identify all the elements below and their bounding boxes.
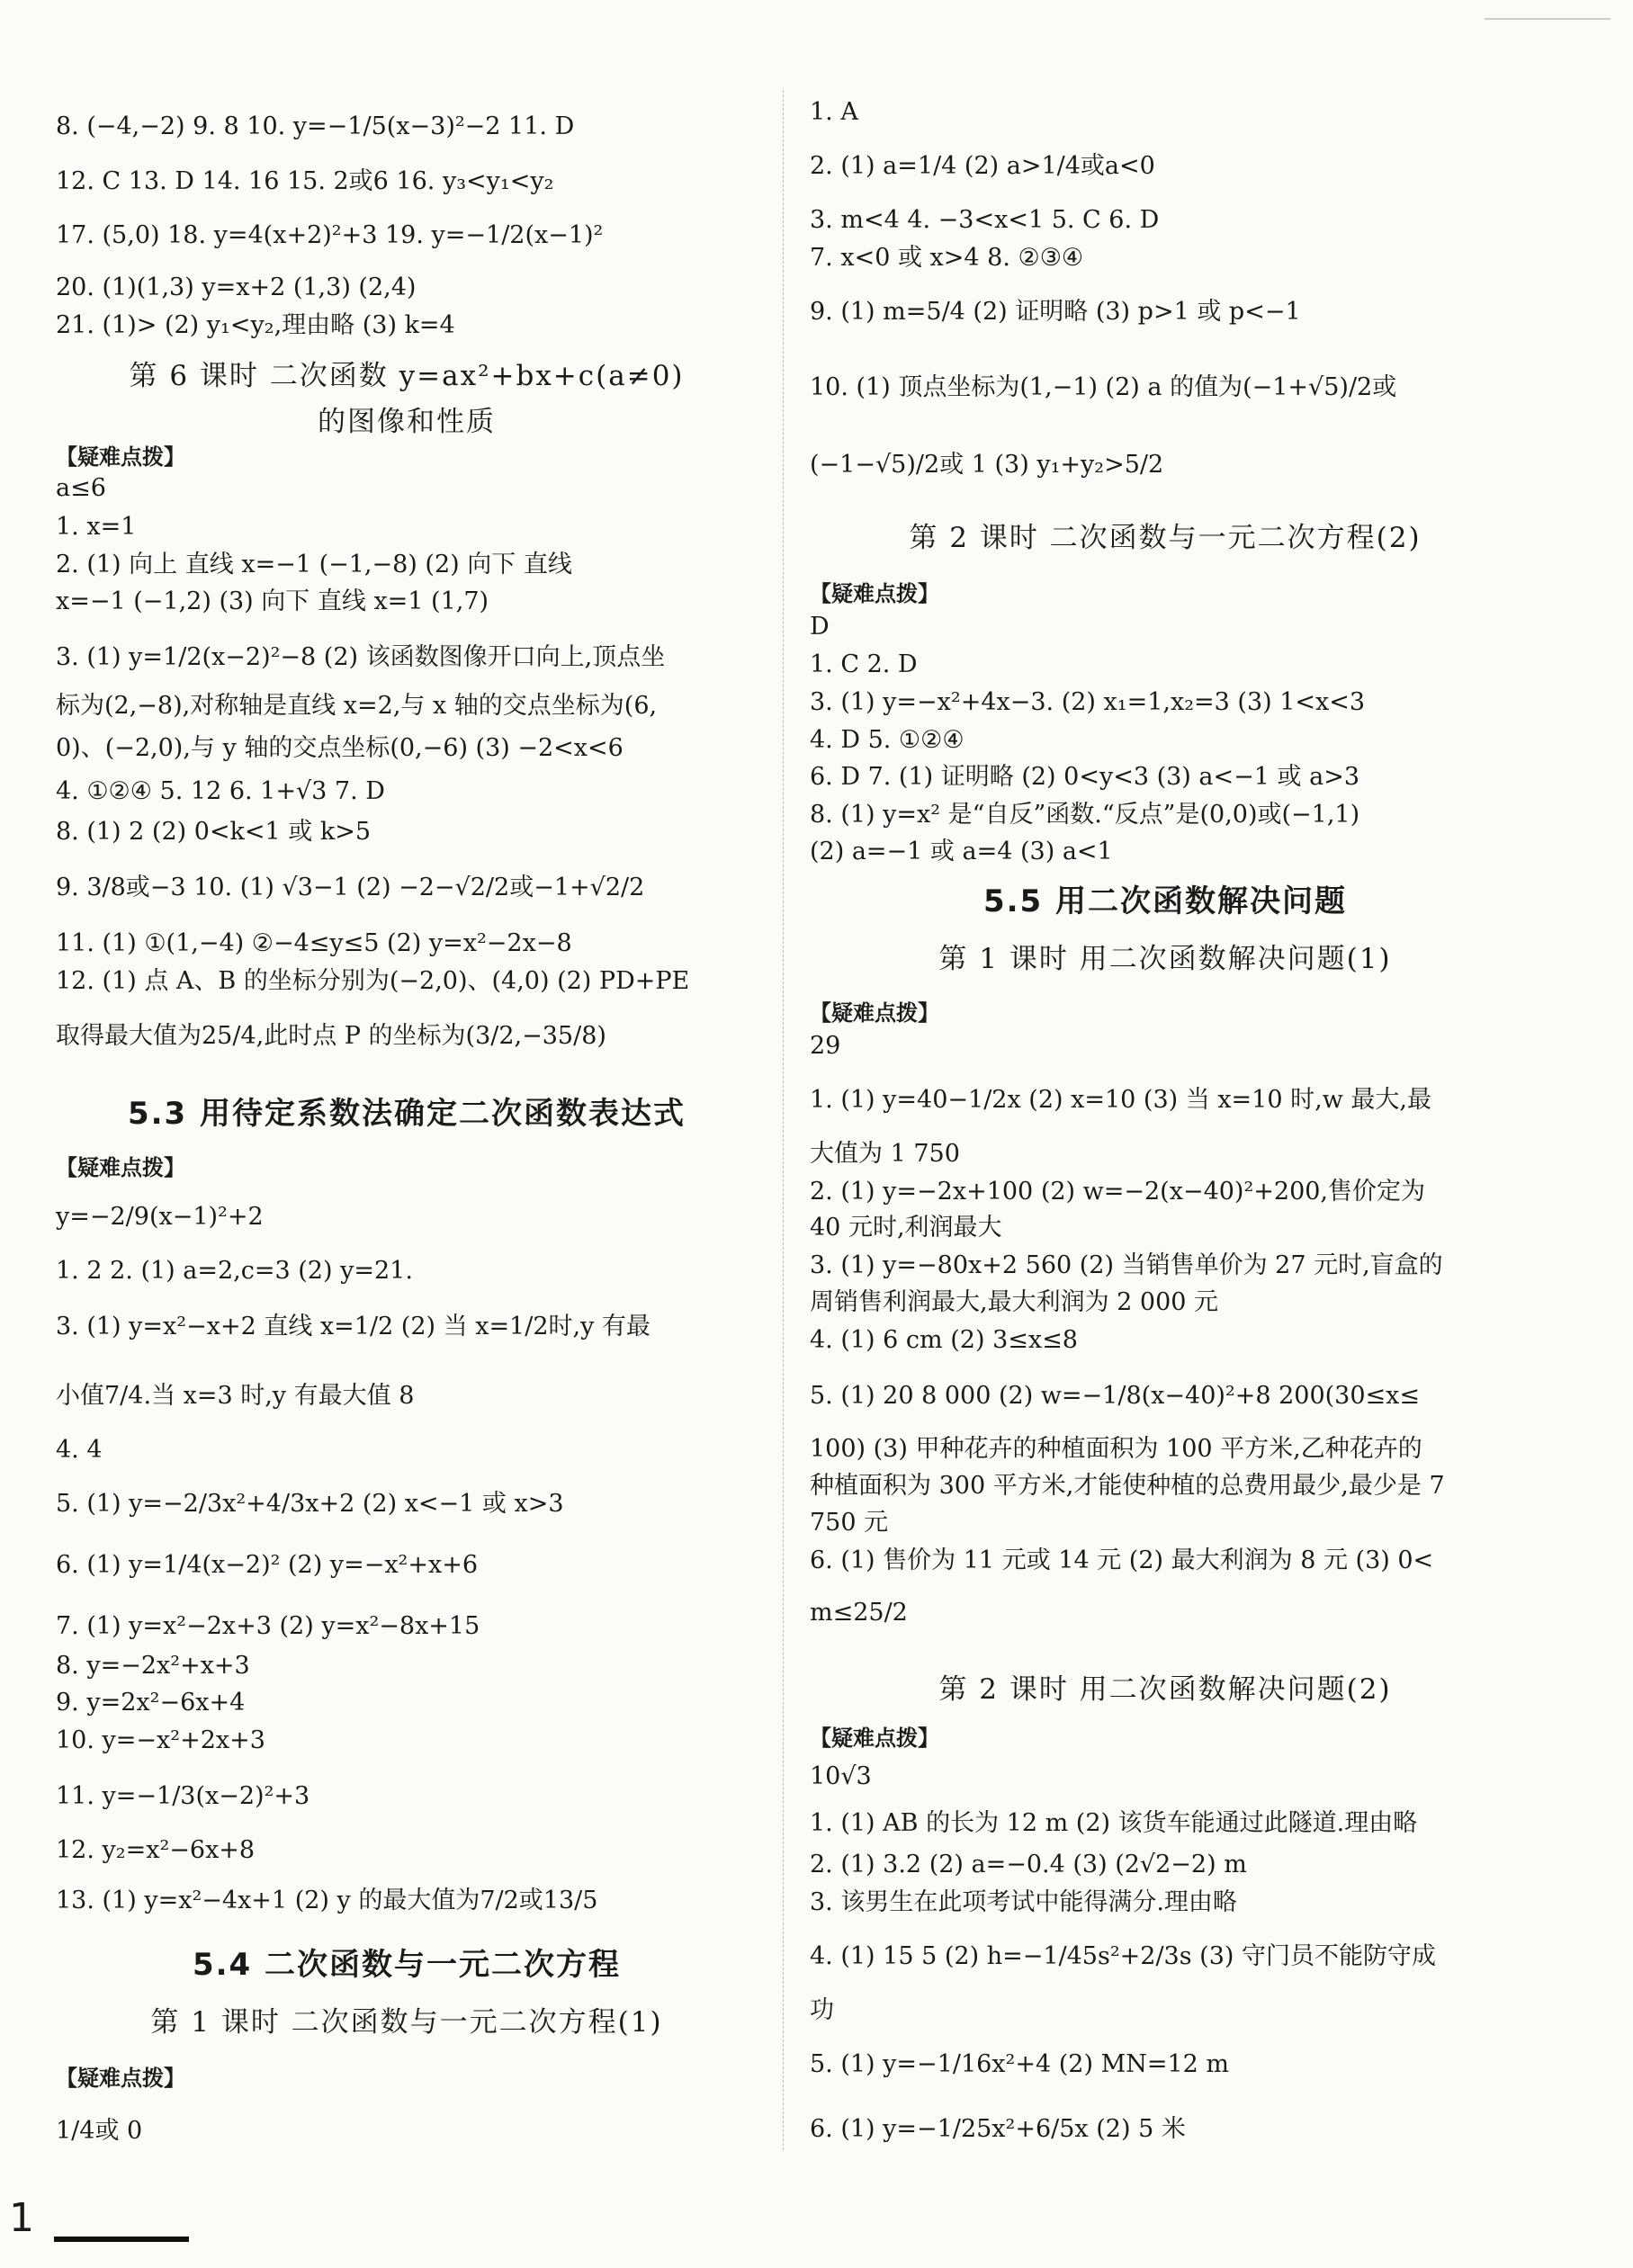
lesson-title: 第 1 课时 二次函数与一元二次方程(1): [150, 2006, 663, 2039]
answer-line: 1. x=1: [56, 513, 137, 541]
answer-line: 11. y=−1/3(x−2)²+3: [56, 1782, 310, 1810]
top-edge-mark: [1485, 18, 1611, 20]
answer-line: 17. (5,0) 18. y=4(x+2)²+3 19. y=−1/2(x−1)²: [56, 221, 604, 249]
answer-line: 种植面积为 300 平方米,才能使种植的总费用最少,最少是 7: [810, 1472, 1445, 1500]
answer-line: 6. (1) y=−1/25x²+6/5x (2) 5 米: [810, 2115, 1186, 2143]
page-number-rule: [54, 2237, 189, 2242]
answer-line: 6. (1) 售价为 11 元或 14 元 (2) 最大利润为 8 元 (3) 0<: [810, 1546, 1434, 1574]
answer-line: 3. (1) y=1/2(x−2)²−8 (2) 该函数图像开口向上,顶点坐: [56, 643, 666, 671]
answer-line: 标为(2,−8),对称轴是直线 x=2,与 x 轴的交点坐标为(6,: [56, 692, 658, 720]
answer-line: 1. (1) y=40−1/2x (2) x=10 (3) 当 x=10 时,w 最大,最: [810, 1086, 1431, 1114]
lesson-title: 的图像和性质: [318, 406, 496, 438]
tip-answer: 10√3: [810, 1762, 872, 1790]
answer-line: 4. (1) 15 5 (2) h=−1/45s²+2/3s (3) 守门员不能防守成: [810, 1942, 1436, 1970]
answer-line: 3. (1) y=−80x+2 560 (2) 当销售单价为 27 元时,盲盒的: [810, 1251, 1443, 1279]
answer-line: 9. y=2x²−6x+4: [56, 1689, 246, 1717]
answer-line: 3. m<4 4. −3<x<1 5. C 6. D: [810, 206, 1160, 234]
answer-line: 功: [810, 1996, 834, 2024]
answer-line: 11. (1) ①(1,−4) ②−4≤y≤5 (2) y=x²−2x−8: [56, 929, 572, 957]
answer-line: 4. 4: [56, 1436, 103, 1464]
tip-answer: D: [810, 613, 830, 641]
answer-line: (−1−√5)/2或 1 (3) y₁+y₂>5/2: [810, 451, 1164, 479]
tip-tag: 【疑难点拨】: [810, 581, 939, 606]
answer-line: (2) a=−1 或 a=4 (3) a<1: [810, 838, 1113, 865]
tip-tag: 【疑难点拨】: [810, 1000, 939, 1026]
lesson-title: 第 1 课时 用二次函数解决问题(1): [938, 943, 1392, 975]
answer-line: 12. C 13. D 14. 16 15. 2或6 16. y₃<y₁<y₂: [56, 167, 554, 195]
answer-line: 3. (1) y=−x²+4x−3. (2) x₁=1,x₂=3 (3) 1<x<3: [810, 688, 1366, 716]
answer-line: 2. (1) 向上 直线 x=−1 (−1,−8) (2) 向下 直线: [56, 551, 572, 578]
answer-line: 20. (1)(1,3) y=x+2 (1,3) (2,4): [56, 273, 417, 301]
answer-line: 6. D 7. (1) 证明略 (2) 0<y<3 (3) a<−1 或 a>3: [810, 763, 1360, 791]
answer-line: 21. (1)> (2) y₁<y₂,理由略 (3) k=4: [56, 311, 455, 339]
answer-line: 大值为 1 750: [810, 1140, 960, 1168]
page-number: 1: [9, 2195, 34, 2241]
tip-tag: 【疑难点拨】: [56, 1155, 185, 1180]
answer-line: 2. (1) y=−2x+100 (2) w=−2(x−40)²+200,售价定为: [810, 1178, 1426, 1206]
answer-line: 100) (3) 甲种花卉的种植面积为 100 平方米,乙种花卉的: [810, 1435, 1422, 1463]
answer-line: 1. A: [810, 98, 858, 126]
answer-line: 5. (1) y=−1/16x²+4 (2) MN=12 m: [810, 2050, 1230, 2078]
answer-line: 8. y=−2x²+x+3: [56, 1652, 250, 1680]
answer-line: 周销售利润最大,最大利润为 2 000 元: [810, 1288, 1219, 1316]
lesson-title: 第 6 课时 二次函数 y=ax²+bx+c(a≠0): [129, 360, 685, 392]
answer-line: 5. (1) 20 8 000 (2) w=−1/8(x−40)²+8 200(30≤x≤: [810, 1382, 1421, 1410]
answer-line: 2. (1) a=1/4 (2) a>1/4或a<0: [810, 152, 1155, 180]
answer-line: 8. (−4,−2) 9. 8 10. y=−1/5(x−3)²−2 11. D: [56, 112, 575, 140]
answer-line: 13. (1) y=x²−4x+1 (2) y 的最大值为7/2或13/5: [56, 1887, 598, 1914]
tip-answer: 1/4或 0: [56, 2117, 143, 2145]
tip-tag: 【疑难点拨】: [810, 1726, 939, 1751]
answer-line: 3. (1) y=x²−x+2 直线 x=1/2 (2) 当 x=1/2时,y 有最: [56, 1313, 651, 1340]
section-title: 5.4 二次函数与一元二次方程: [192, 1947, 622, 1983]
answer-line: 12. (1) 点 A、B 的坐标分别为(−2,0)、(4,0) (2) PD+PE: [56, 967, 690, 995]
answer-line: 4. D 5. ①②④: [810, 726, 965, 754]
answer-line: 1. 2 2. (1) a=2,c=3 (2) y=21.: [56, 1257, 413, 1285]
section-title: 5.3 用待定系数法确定二次函数表达式: [127, 1096, 686, 1132]
tip-answer: y=−2/9(x−1)²+2: [56, 1203, 264, 1231]
answer-line: m≤25/2: [810, 1599, 908, 1627]
lesson-title: 第 2 课时 二次函数与一元二次方程(2): [909, 522, 1422, 554]
answer-line: 取得最大值为25/4,此时点 P 的坐标为(3/2,−35/8): [56, 1022, 606, 1050]
answer-line: 2. (1) 3.2 (2) a=−0.4 (3) (2√2−2) m: [810, 1851, 1247, 1878]
answer-line: 40 元时,利润最大: [810, 1214, 1002, 1242]
answer-line: 6. (1) y=1/4(x−2)² (2) y=−x²+x+6: [56, 1551, 479, 1579]
answer-line: 10. y=−x²+2x+3: [56, 1726, 265, 1754]
tip-answer: a≤6: [56, 474, 106, 502]
answer-line: 9. 3/8或−3 10. (1) √3−1 (2) −2−√2/2或−1+√2/2: [56, 874, 645, 901]
answer-line: 小值7/4.当 x=3 时,y 有最大值 8: [56, 1382, 415, 1410]
answer-line: 3. 该男生在此项考试中能得满分.理由略: [810, 1888, 1237, 1916]
answer-line: 9. (1) m=5/4 (2) 证明略 (3) p>1 或 p<−1: [810, 298, 1301, 326]
answer-line: 750 元: [810, 1509, 889, 1537]
tip-tag: 【疑难点拨】: [56, 444, 185, 470]
answer-line: 8. (1) y=x² 是“自反”函数.“反点”是(0,0)或(−1,1): [810, 801, 1360, 829]
tip-tag: 【疑难点拨】: [56, 2066, 185, 2091]
answer-line: 5. (1) y=−2/3x²+4/3x+2 (2) x<−1 或 x>3: [56, 1490, 564, 1518]
answer-line: 12. y₂=x²−6x+8: [56, 1836, 256, 1864]
answer-line: 10. (1) 顶点坐标为(1,−1) (2) a 的值为(−1+√5)/2或: [810, 373, 1397, 401]
answer-line: 1. (1) AB 的长为 12 m (2) 该货车能通过此隧道.理由略: [810, 1809, 1418, 1837]
answer-line: x=−1 (−1,2) (3) 向下 直线 x=1 (1,7): [56, 587, 489, 615]
answer-line: 4. ①②④ 5. 12 6. 1+√3 7. D: [56, 777, 385, 805]
answer-line: 7. (1) y=x²−2x+3 (2) y=x²−8x+15: [56, 1612, 480, 1640]
section-title: 5.5 用二次函数解决问题: [982, 883, 1348, 919]
answer-line: 4. (1) 6 cm (2) 3≤x≤8: [810, 1326, 1078, 1354]
tip-answer: 29: [810, 1032, 841, 1060]
answer-line: 0)、(−2,0),与 y 轴的交点坐标(0,−6) (3) −2<x<6: [56, 734, 624, 762]
answer-line: 7. x<0 或 x>4 8. ②③④: [810, 244, 1084, 272]
answer-line: 1. C 2. D: [810, 650, 918, 678]
lesson-title: 第 2 课时 用二次函数解决问题(2): [938, 1673, 1392, 1706]
answer-line: 8. (1) 2 (2) 0<k<1 或 k>5: [56, 818, 372, 846]
column-divider: [783, 90, 784, 2150]
